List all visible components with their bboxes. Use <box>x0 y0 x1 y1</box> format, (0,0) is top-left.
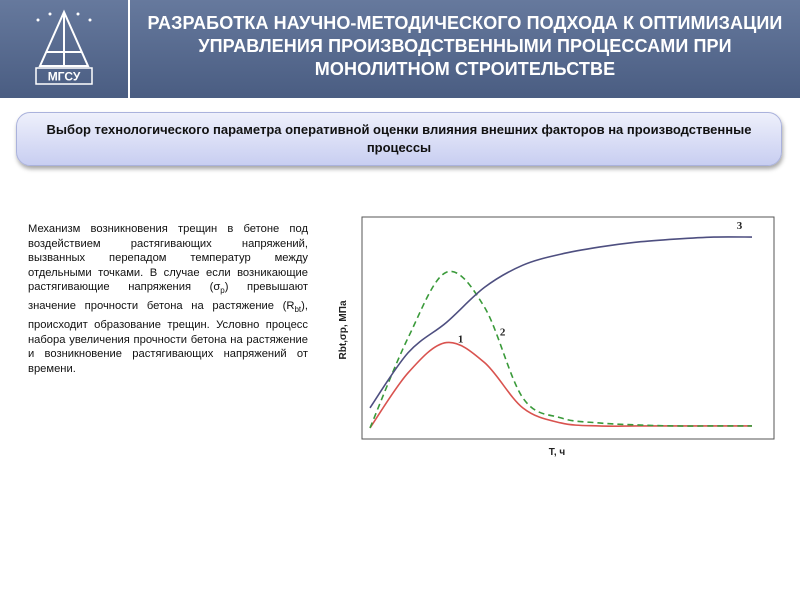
curve-label-3: 3 <box>736 220 743 233</box>
stress-strength-chart <box>330 205 780 465</box>
logo-text: МГСУ <box>47 69 81 84</box>
body-text-part3: ), происходит образование трещин. Условно процесс набора увеличения прочности бетона на растяжение и возникновение растягивающих напряжений от времени. <box>28 300 308 375</box>
curve-1 <box>370 342 752 428</box>
page-title: РАЗРАБОТКА НАУЧНО-МЕТОДИЧЕСКОГО ПОДХОДА К ОПТИМИЗАЦИИ УПРАВЛЕНИЯ ПРОИЗВОДСТВЕННЫМИ ПРОЦЕССАМИ ПРИ МОНОЛИТНОМ СТРОИТЕЛЬСТВЕ <box>147 13 783 79</box>
body-text-part2: ) превышают значение прочности бетона на растяжение (R <box>28 281 308 313</box>
header-bar <box>0 0 800 98</box>
subtitle-text: Выбор технологического параметра оперативной оценки влияния внешних факторов на производственные процессы <box>46 122 752 155</box>
logo-emblem-icon <box>0 0 128 98</box>
mgsu-logo <box>0 0 128 98</box>
rbt-subscript: bt <box>294 305 302 315</box>
curve-label-1: 1 <box>457 333 464 346</box>
body-text-part1: Механизм возникновения трещин в бетоне под воздействием растягивающих напряжений, вызванных перепадом температур между отдельными точками. В случае если возникающие растягивающие напряжения (σ <box>28 223 308 294</box>
plot-frame <box>362 217 774 439</box>
x-axis-label: Т, ч <box>548 447 566 458</box>
curve-label-2: 2 <box>499 326 506 339</box>
sigma-subscript: p <box>220 286 225 296</box>
curve-2 <box>370 271 752 428</box>
body-paragraph <box>28 222 308 376</box>
y-axis-label: Rbt,σp, МПа <box>338 300 349 360</box>
header-divider <box>128 0 130 98</box>
subtitle-box <box>16 112 782 166</box>
curve-3 <box>370 237 752 408</box>
